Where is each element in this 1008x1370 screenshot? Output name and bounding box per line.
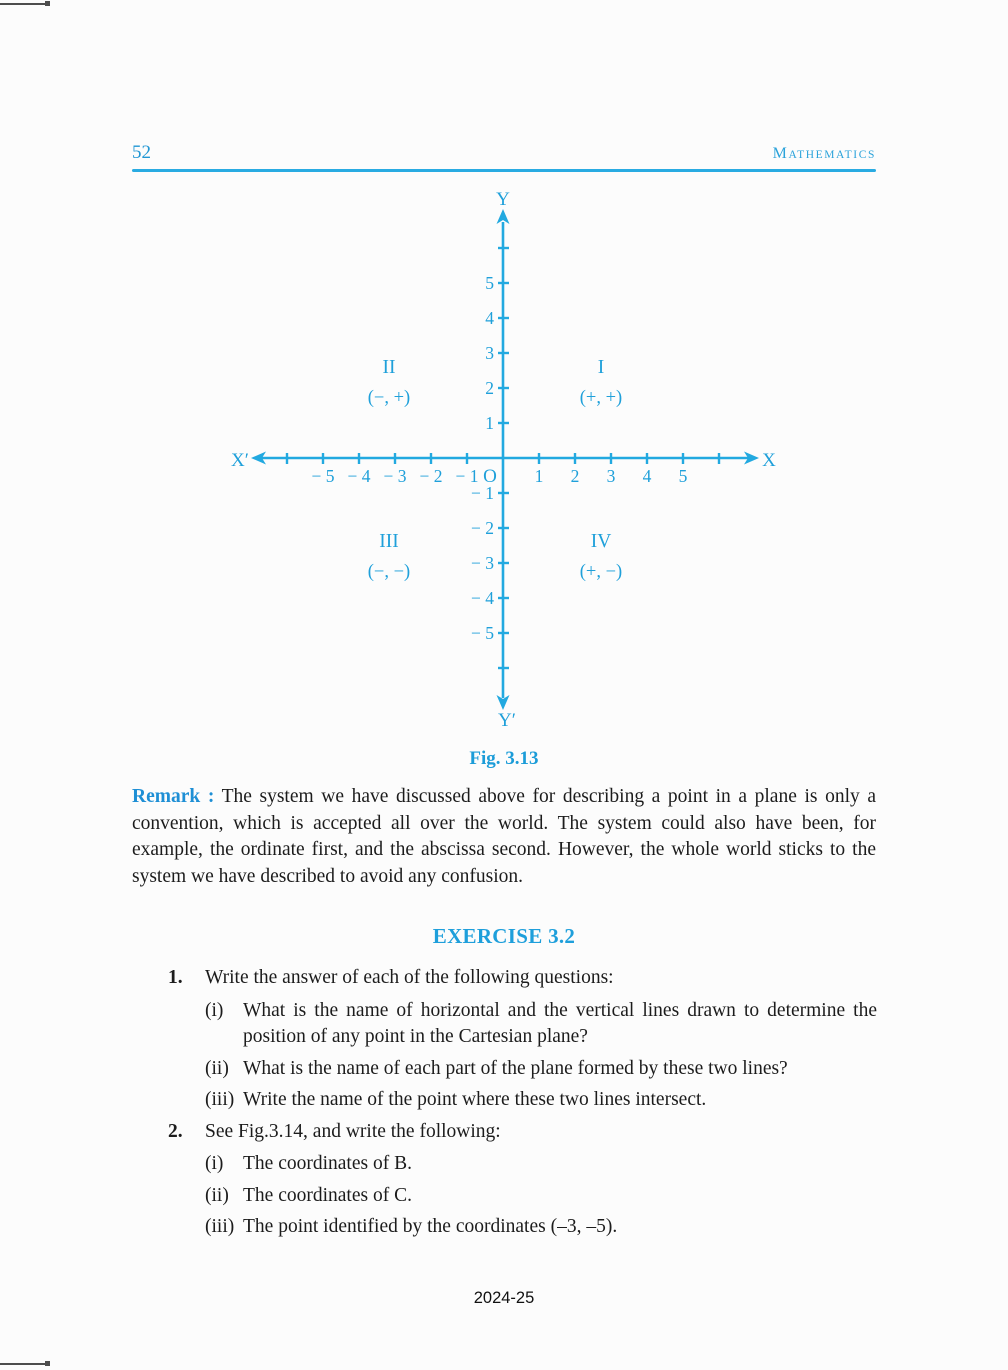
y-positive-axis-label: Y	[496, 189, 510, 210]
x-tick-label: 1	[534, 466, 544, 486]
question-row	[132, 1119, 877, 1146]
x-tick-label: − 4	[347, 466, 371, 486]
x-tick-label: − 2	[419, 466, 443, 486]
page-header	[132, 0, 876, 164]
x-tick-label: 4	[642, 466, 652, 486]
x-tick-label: 3	[606, 466, 616, 486]
x-tick-label: − 5	[311, 466, 335, 486]
question-number: 2.	[168, 1120, 183, 1142]
quadrant-sign: (−, −)	[367, 562, 411, 582]
subitem-text: What is the name of horizontal and the vertical lines drawn to determine the position of any point in the Cartesian plane?	[243, 999, 877, 1047]
figure-wrap	[0, 186, 1008, 739]
quadrant-name: III	[379, 531, 399, 552]
subitem-row	[132, 1087, 877, 1114]
subitem-row	[132, 1214, 877, 1241]
exercise-title: EXERCISE 3.2	[432, 924, 576, 948]
quadrant-sign: (+, +)	[579, 388, 623, 408]
question-text: See Fig.3.14, and write the following:	[205, 1120, 501, 1142]
subitem-label: (i)	[205, 1153, 224, 1174]
footer-year: 2024-25	[473, 1289, 535, 1307]
subitem-text: What is the name of each part of the plane formed by these two lines?	[243, 1057, 788, 1079]
subitem-text: The point identified by the coordinates (–3, –5).	[243, 1216, 618, 1237]
subitem-label: (ii)	[205, 1057, 229, 1079]
x-tick-label: 5	[678, 466, 688, 486]
y-tick-label: − 5	[471, 623, 494, 643]
crop-mark-bottom	[0, 1363, 48, 1365]
remark-label: Remark :	[132, 786, 215, 807]
x-positive-axis-label: X	[762, 450, 776, 471]
subitem-text: The coordinates of C.	[243, 1184, 412, 1206]
subitem-row	[132, 1183, 877, 1210]
x-tick-label: − 3	[383, 466, 407, 486]
y-tick-label: 5	[485, 273, 494, 293]
y-positive-arrow-icon	[497, 209, 510, 224]
subitem-text: The coordinates of B.	[243, 1153, 412, 1174]
y-tick-label: 1	[485, 413, 494, 433]
question-number: 1.	[168, 967, 183, 988]
origin-label: O	[483, 466, 497, 487]
subitem-label: (ii)	[205, 1184, 229, 1206]
y-tick-label: − 1	[471, 483, 494, 503]
figure-caption: Fig. 3.13	[469, 748, 539, 769]
subitem-row	[132, 1056, 877, 1083]
x-tick-label: − 1	[455, 466, 479, 486]
remark-text: The system we have discussed above for describing a point in a plane is only a convention, which is accepted all over the world. The system could also have been, for example, the ordinate first, and the abscissa second. However, the whole world sticks to the system we have described to avoid any confusion.	[132, 786, 876, 887]
subitem-row	[132, 998, 877, 1051]
question-text: Write the answer of each of the following questions:	[205, 967, 614, 988]
x-tick-label: 2	[570, 466, 580, 486]
y-tick-label: 3	[485, 343, 494, 363]
quadrant-sign: (+, −)	[579, 562, 623, 582]
y-negative-axis-label: Y′	[498, 710, 516, 731]
subitem-label: (i)	[205, 999, 224, 1021]
remark-paragraph	[132, 784, 876, 890]
subitem-label: (iii)	[205, 1216, 235, 1237]
subitem-label: (iii)	[205, 1089, 235, 1110]
x-negative-axis-label: X′	[231, 450, 249, 471]
question-list	[132, 965, 877, 1241]
y-tick-label: 2	[485, 378, 494, 398]
crop-mark-top	[0, 3, 48, 5]
axes	[262, 222, 748, 698]
subitem-text: Write the name of the point where these two lines intersect.	[243, 1089, 707, 1110]
header-rule	[132, 169, 876, 172]
quadrant-sign: (−, +)	[367, 388, 411, 408]
subitem-row	[132, 1151, 877, 1178]
quadrant-name: II	[382, 357, 396, 378]
book-title: MATHEMATICS	[772, 145, 876, 162]
y-tick-label: − 2	[471, 518, 494, 538]
y-tick-label: − 4	[471, 588, 494, 608]
question-row	[132, 965, 877, 992]
y-tick-label: − 3	[471, 553, 494, 573]
y-tick-label: 4	[485, 308, 494, 328]
cartesian-figure	[228, 186, 780, 734]
quadrant-name: IV	[590, 531, 612, 552]
quadrant-name: I	[597, 357, 605, 378]
page-number: 52	[132, 142, 151, 163]
